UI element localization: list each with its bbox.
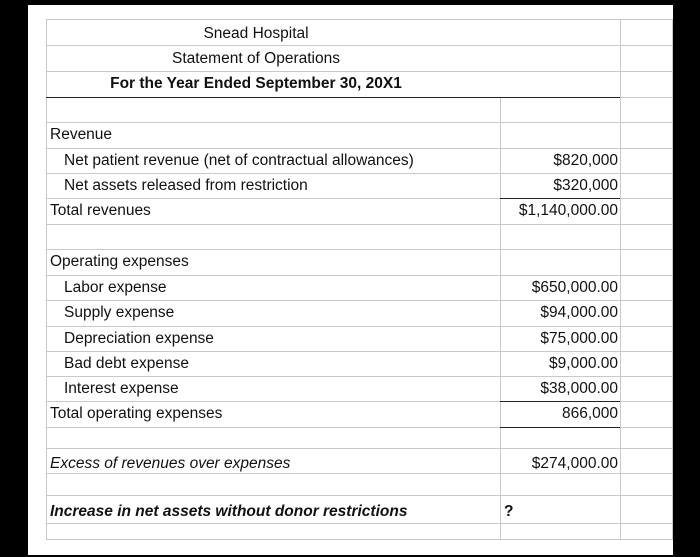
expense-item-label: Interest expense	[64, 380, 179, 397]
revenue-item-value: $320,000	[553, 177, 618, 194]
statement-title: Statement of Operations	[171, 50, 340, 67]
expense-item-value: $9,000.00	[549, 355, 618, 372]
expense-item-value: $75,000.00	[540, 330, 618, 347]
increase-value: ?	[504, 503, 514, 520]
total-revenues-label: Total revenues	[50, 202, 151, 219]
revenue-item-label: Net patient revenue (net of contractual allowances)	[64, 152, 414, 169]
statement-period: For the Year Ended September 30, 20X1	[110, 75, 402, 92]
increase-label: Increase in net assets without donor restrictions	[50, 503, 408, 520]
expense-item-label: Supply expense	[64, 304, 175, 321]
excess-label: Excess of revenues over expenses	[50, 455, 291, 472]
total-revenues-value: $1,140,000.00	[518, 202, 618, 219]
expense-item-label: Depreciation expense	[64, 330, 214, 347]
spreadsheet	[28, 5, 673, 555]
total-expenses-value: 866,000	[561, 405, 618, 422]
expense-item-value: $650,000.00	[531, 279, 618, 296]
revenue-heading: Revenue	[50, 126, 113, 143]
expense-item-label: Bad debt expense	[64, 355, 189, 372]
expense-item-value: $94,000.00	[540, 304, 618, 321]
total-expenses-label: Total operating expenses	[50, 405, 223, 422]
expense-item-value: $38,000.00	[540, 380, 618, 397]
excess-value: $274,000.00	[531, 455, 618, 472]
revenue-item-label: Net assets released from restriction	[64, 177, 308, 194]
expenses-heading: Operating expenses	[50, 253, 189, 270]
expense-item-label: Labor expense	[64, 279, 167, 296]
hospital-name: Snead Hospital	[203, 25, 309, 42]
revenue-item-value: $820,000	[553, 152, 618, 169]
